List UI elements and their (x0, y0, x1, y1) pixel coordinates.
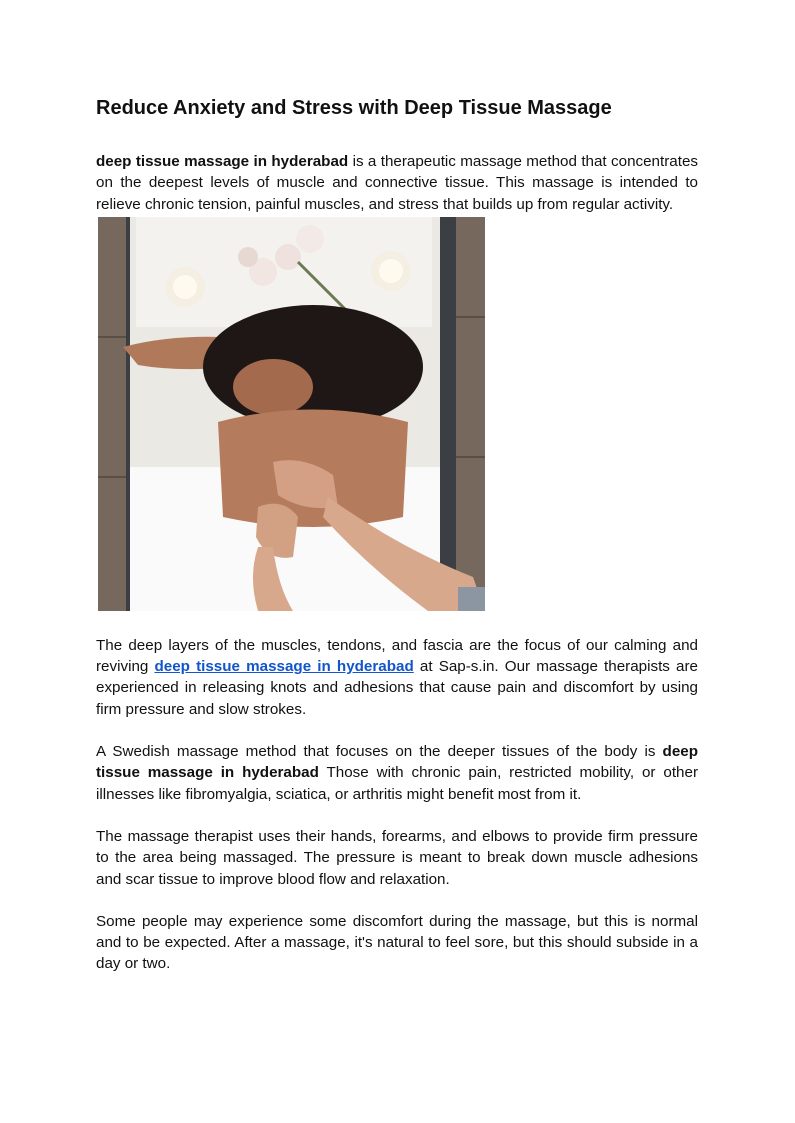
keyword-bold: deep tissue massage in hyderabad (96, 743, 698, 782)
document-body (96, 92, 698, 975)
paragraph-method-after: Those with chronic pain, restricted mobility, or other illnesses like fibromyalgia, sciatica, or arthritis might benefit most from it. (96, 764, 698, 803)
paragraph-intro (96, 151, 698, 215)
keyword-bold: deep tissue massage in hyderabad (96, 153, 349, 170)
service-link[interactable]: deep tissue massage in hyderabad (154, 658, 414, 676)
paragraph-services-before: The deep layers of the muscles, tendons, and fascia are the focus of our calming and reviving (96, 636, 698, 676)
paragraph-services (96, 635, 698, 720)
paragraph-method-before: A Swedish massage method that focuses on the deeper tissues of the body is (96, 743, 663, 761)
paragraph-pressure: The massage therapist uses their hands, forearms, and elbows to provide firm pressure to the area being massaged. The pressure is meant to break down muscle adhesions and scar tissue to improve blood flow and relaxation. (96, 827, 698, 888)
massage-photo (98, 217, 485, 611)
paragraph-services-after: at Sap-s.in. Our massage therapists are experienced in releasing knots and adhesions that cause pain and discomfort by using firm pressure and slow strokes. (96, 658, 698, 718)
page-title: Reduce Anxiety and Stress with Deep Tissue Massage (96, 97, 612, 119)
massage-photo-icon (98, 217, 485, 611)
paragraph-intro-text: is a therapeutic massage method that concentrates on the deepest levels of muscle and connective tissue. This massage is intended to relieve chronic tension, painful muscles, and stress that builds up from regular activity. (96, 153, 698, 213)
paragraph-soreness: Some people may experience some discomfort during the massage, but this is normal and to be expected. After a massage, it's natural to feel sore, but this should subside in a day or two. (96, 912, 698, 973)
paragraph-method (96, 741, 698, 805)
